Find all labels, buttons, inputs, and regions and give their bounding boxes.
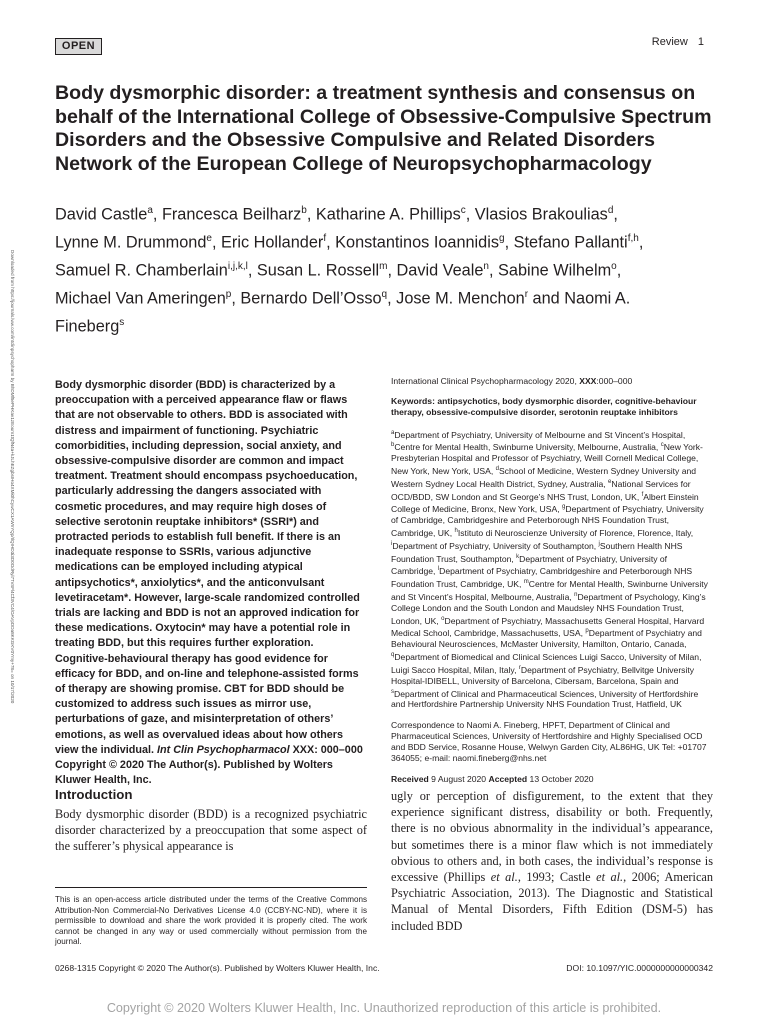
article-info-column [391,376,713,785]
author-separator: , [326,233,336,252]
affiliation-text: New York-Presbyterian Hospital and Professor of Psychiatry, Weill Cornell Medical College, New York, New York, USA, [391,442,703,477]
author-separator: , [387,289,397,308]
license-notice [55,887,367,948]
affiliation-mark: p [585,628,589,635]
author-list [55,199,655,339]
intro-right-etal-1: et al. [490,870,518,885]
author-affiliation-mark: b [301,205,307,216]
author-name: David Veale [396,261,484,280]
affiliation-mark: s [391,688,394,695]
affiliation-text: Department of Psychology, King’s College London and the South London and Maudsley NHS Foundation Trust, London, UK, [391,591,706,626]
affiliation-mark: f [641,491,644,498]
author-separator: , [387,261,397,280]
author-separator: , [231,289,241,308]
author-name: Sabine Wilhelm [498,261,612,280]
author-name: Jose M. Menchon [396,289,525,308]
author-separator: , [613,205,618,224]
affiliation-text: Department of Clinical and Pharmaceutical Sciences, University of Hertfordshire and Hertfordshire Partnership University NHS Foundation Trust, Hatfield, UK [391,688,699,710]
author-affiliation-mark: p [225,288,232,300]
copyright-notice: Copyright © 2020 Wolters Kluwer Health, Inc. Unauthorized reproduction of this article is prohibited. [106,1001,662,1015]
accepted-date: 13 October 2020 [527,773,594,784]
affiliation-text: Department of Psychiatry, Bellvitge University Hospital-IDIBELL, University of Barcelona, Cibersam, Barcelona, Spain and [391,664,695,686]
author-name: Bernardo Dell’Osso [240,289,382,308]
affiliation-text: National Services for OCD/BDD, SW London and St George’s NHS Trust, London, UK, [391,478,691,502]
author-name: David Castle [55,205,148,224]
abstract-citation-rest: XXX: 000–000 Copyright © 2020 The Author(s). Published by Wolters Kluwer Health, Inc. [55,743,363,787]
affiliation-text: Department of Biomedical and Clinical Sciences Luigi Sacco, University of Milan, Luigi Sacco Hospital, Milan, Italy, [391,651,702,675]
intro-right-part-2: , 1993; Castle [517,870,597,885]
author-separator: , [638,233,644,252]
introduction-text-right [391,788,713,934]
affiliation-mark: q [391,652,395,659]
author-affiliation-mark: o [611,260,617,272]
affiliation-text: Department of Psychiatry, Cambridgeshire and Peterborough NHS Foundation Trust, Cambridge, UK, [391,566,693,590]
journal-name: International Clinical Psychopharmacology [391,376,553,386]
affiliation-text: Department of Psychiatry, University of Southampton, [392,540,599,551]
author-affiliation-mark: s [119,316,125,328]
affiliation-mark: r [518,664,521,671]
keywords [391,396,713,418]
author-name: Stefano Pallanti [513,233,628,252]
author-name: Lynne M. Drummond [55,233,207,252]
affiliation-text: Southern Health NHS Foundation Trust, Southampton, [391,540,683,564]
affiliation-mark: l [437,566,440,573]
journal-year: 2020, [552,376,580,386]
author-name: Michael Van Ameringen [55,289,226,308]
author-affiliation-mark: f [323,232,327,244]
affiliation-mark: k [516,553,520,560]
footer-copyright: 0268-1315 Copyright © 2020 The Author(s). Published by Wolters Kluwer Health, Inc. [55,963,380,973]
article-title: Body dysmorphic disorder: a treatment synthesis and consensus on behalf of the International College of Obsessive-Compulsive Spectrum Disorders and the Obsessive Compulsive and Related Disorders Network of the European College of Neuropsychopharmacology [55,82,712,175]
footer-doi: DOI: 10.1097/YIC.0000000000000342 [566,963,713,973]
affiliation-mark: m [523,579,529,586]
affiliation-mark: c [660,442,664,449]
affiliation-mark: j [598,540,600,547]
abstract [55,378,367,788]
download-watermark-text: Downloaded from https://journals.lww.com/intclinpsychopharm by BhDMf5ePHKav1zEoum1tQfN4a+kJLhEZgbsIHo4XMi0hCywCX1AWnYQp/IlQrHD3i3D0OdRyi7TvSFl4Cf3VC4/OAVpDDa8KKGKV0Ymy+78= on 10/17/2020 [10,250,15,704]
received-date: 9 August 2020 [428,773,489,784]
page-number: 1 [697,36,704,48]
article-dates [391,774,713,785]
introduction-heading: Introduction [55,787,133,802]
section-label: Review [651,36,688,48]
running-header [642,36,704,48]
journal-info [391,376,713,387]
journal-pages: :000–000 [596,376,633,386]
affiliation-text: Department of Psychiatry, University of Melbourne and St Vincent’s Hospital, [394,429,686,440]
author-name: Konstantinos Ioannidis [335,233,499,252]
affiliation-text: School of Medicine, Western Sydney University and Western Sydney Local Health District, Sydney, Australia, [391,466,697,489]
correspondence: Correspondence to Naomi A. Fineberg, HPFT, Department of Clinical and Pharmaceutical Sciences, University of Hertfordshire and Highly Specialised OCD and BDD Service, Rosanne House, Welwyn Garden City, AL86HG, UK Tel: +01707 364055; e-mail: naomi.fineberg@nhs.net [391,720,707,763]
affiliation-mark: g [562,504,566,511]
author-affiliation-mark: g [499,232,505,244]
author-affiliation-mark: q [381,288,388,300]
author-affiliation-mark: d [607,205,614,216]
author-separator: , [152,205,162,224]
download-watermark [4,250,26,755]
author-separator: , [247,261,257,280]
journal-volume: XXX [579,376,597,386]
affiliation-mark: a [391,429,395,436]
author-separator: , [211,233,222,252]
affiliation-mark: h [454,528,458,535]
author-name: Naomi A. Fineberg [55,289,631,336]
intro-right-part-1: ugly or perception of disfigurement, to the extent that they experience significant distress, disability or both. Frequently, there is no obvious abnormality in the individual’s appearance, but sometimes there is a minor flaw which is not immediately obvious to others and, in both cases, the individual’s response is excessive (Phillips [391,789,713,885]
author-affiliation-mark: e [206,232,212,244]
affiliation-text: Centre for Mental Health, Swinburne University, Melbourne, Australia, [394,442,661,453]
author-separator: and [528,289,565,308]
abstract-citation-journal: Int Clin Psychopharmacol [157,743,290,756]
author-affiliation-mark: c [460,205,466,216]
author-separator: , [488,261,499,280]
abstract-body: Body dysmorphic disorder (BDD) is characterized by a preoccupation with a perceived appearance flaw or flaws that are not observable to others. BDD is associated with distress and impairment of functioning. Psychiatric comorbidities, including depression, social anxiety, and obsessive-compulsive disorder are common and impact treatment. Treatment should encompass psychoeducation, particularly addressing the dangers associated with cosmetic procedures, and may require high doses of selective serotonin reuptake inhibitors* (SSRI*) and protracted periods to establish full benefit. If there is an inadequate response to SSRIs, various adjunctive medications can be employed including atypical antipsychotics*, anxiolytics*, and the anticonvulsant levetiracetam*. However, large-scale randomized controlled trials are lacking and BDD is not an approved indication for these medications. Oxytocin* may have a potential role in treating BDD, but this requires further exploration. Cognitive-behavioural therapy has good evidence for efficacy for BDD, and on-line and telephone-assisted forms of therapy are showing promise. CBT for BDD should be customized to address such issues as mirror use, perturbations of gaze, and misinterpretation of others’ emotions, as well as overvalued ideas about how others view the individual. [55,379,360,756]
author-affiliation-mark: r [524,288,529,300]
affiliations [391,428,713,710]
accepted-label: Accepted [488,773,528,784]
author-name: Eric Hollander [221,233,324,252]
author-affiliation-mark: a [147,205,153,216]
keywords-label: Keywords: [391,395,438,406]
author-name: Katharine A. Phillips [315,205,461,224]
affiliation-mark: d [495,466,499,473]
affiliation-mark: e [608,478,612,485]
intro-right-part-3: , 2006; American Psychiatric Association, 2013). The Diagnostic and Statistical Manual of Mental Disorders, Fifth Edition (DSM-5) has included BDD [391,870,714,933]
keywords-text: antipsychotics, body dysmorphic disorder, cognitive-behaviour therapy, obsessive-compulsive disorder, serotonin reuptake inhibitors [391,395,697,417]
author-affiliation-mark: n [483,260,489,272]
affiliation-mark: b [391,442,395,449]
affiliation-text: Department of Psychiatry and Behavioural Neurosciences, McMaster University, Hamilton, Ontario, Canada, [391,628,702,650]
intro-right-etal-2: et al. [596,870,624,885]
affiliation-mark: i [391,540,393,547]
received-label: Received [391,773,429,784]
affiliation-text: Istituto di Neuroscienze University of Florence, Florence, Italy, [457,527,694,538]
author-separator: , [616,261,622,280]
affiliation-text: Albert Einstein College of Medicine, Bronx, New York, USA, [391,491,699,515]
affiliation-text: Department of Psychiatry, Massachusetts General Hospital, Harvard Medical School, Cambridge, Massachusetts, USA, [391,615,705,639]
author-name: Susan L. Rossell [256,261,380,280]
open-access-badge: OPEN [55,38,102,55]
author-affiliation-mark: i,j,k,l [227,260,248,272]
affiliation-text: Centre for Mental Health, Swinburne University and St Vincent’s Hospital, Melbourne, Australia, [391,579,708,602]
author-affiliation-mark: m [379,260,388,272]
license-text: This is an open-access article distributed under the terms of the Creative Commons Attribution-Non Commercial-No Derivatives License 4.0 (CCBY-NC-ND), where it is permissible to download and share the work provided it is properly cited. The work cannot be changed in any way or used commercially without permission from the journal. [55,895,367,946]
affiliation-text: Department of Psychiatry, University of Cambridge, Cambridgeshire and Peterborough NHS Foundation Trust, Cambridge, UK, [391,504,704,538]
author-separator: , [306,205,316,224]
affiliation-mark: n [574,591,578,598]
introduction-text-left: Body dysmorphic disorder (BDD) is a recognized psychiatric disorder characterized by a preoccupation that some aspect of the sufferer’s physical appearance is [55,807,367,854]
author-name: Samuel R. Chamberlain [55,261,228,280]
author-separator: , [504,233,514,252]
affiliation-mark: o [441,615,445,622]
author-separator: , [465,205,475,224]
author-name: Vlasios Brakoulias [474,205,608,224]
author-affiliation-mark: f,h [627,232,639,244]
author-name: Francesca Beilharz [161,205,302,224]
affiliation-text: Department of Psychiatry, University of Cambridge, [391,553,668,577]
